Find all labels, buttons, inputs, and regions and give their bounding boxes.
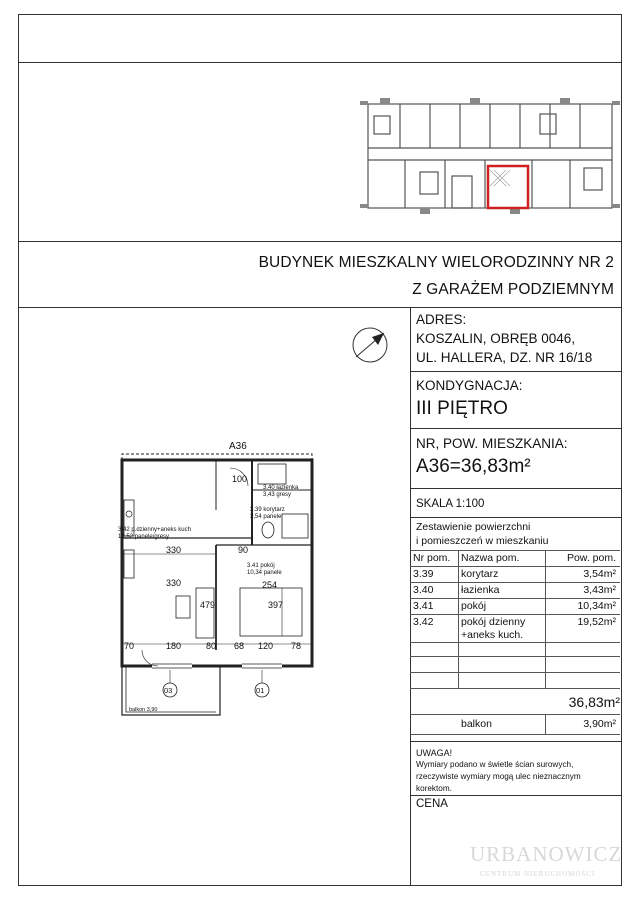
floor-value: III PIĘTRO <box>416 398 508 419</box>
address-line2: UL. HALLERA, DZ. NR 16/18 <box>416 350 593 365</box>
table-row: 3.40 łazienka 3,43m² <box>413 584 616 596</box>
plan-dim: 70 <box>124 641 135 651</box>
table-title-line1: Zestawienie powierzchni <box>416 521 531 533</box>
building-title-line2: Z GARAŻEM PODZIEMNYM <box>412 281 614 298</box>
building-keyplan <box>360 96 620 216</box>
plan-dim: 479 <box>200 600 216 610</box>
plan-dim: 330 <box>166 545 182 555</box>
balcony-row <box>410 717 620 732</box>
scale-text: SKALA 1:100 <box>416 498 485 510</box>
table-row: 3.42 pokój dzienny +aneks kuch. 19,52m² <box>413 616 616 641</box>
plan-room-label: 3.40 łazienka 3,43 gresy <box>263 485 299 498</box>
plan-room-label: 3.42 p.dzienny+aneks kuch 19,52 panele/gresy <box>118 527 191 540</box>
address-line1: KOSZALIN, OBRĘB 0046, <box>416 331 576 346</box>
table-row: 3.39 korytarz 3,54m² <box>413 568 616 580</box>
apartment-label: NR, POW. MIESZKANIA: <box>416 436 568 451</box>
balcony-plan-label: balkon 3,90 <box>129 707 158 713</box>
plan-room-label: 3.39 korytarz 3,54 panele <box>250 507 285 520</box>
table-row: 3.41 pokój 10,34m² <box>413 600 616 612</box>
watermark-brand: URBANOWICZ <box>470 842 623 866</box>
plan-dim: 254 <box>262 580 278 590</box>
address-label: ADRES: <box>416 312 467 327</box>
plan-room-label: 3.41 pokój 10,34 panele <box>247 563 282 576</box>
plan-dim: 68 <box>234 641 245 651</box>
watermark-tagline: CENTRUM NIERUCHOMOŚCI <box>480 870 596 878</box>
balcony-label: balkon <box>461 718 492 730</box>
header-area: Pow. pom. <box>566 552 616 564</box>
plan-dim: 120 <box>258 641 274 651</box>
floor-label: KONDYGNACJA: <box>416 378 523 393</box>
floor-divider <box>410 428 622 429</box>
plan-dim: 90 <box>238 545 249 555</box>
table-header-row <box>410 551 620 566</box>
price-label: CENA <box>416 798 448 810</box>
notes-line1: Wymiary podano w świetle ścian surowych, <box>416 760 574 769</box>
notes-label: UWAGA! <box>416 748 453 758</box>
plan-dim: 330 <box>166 578 182 588</box>
apartment-value: A36=36,83m² <box>416 456 531 477</box>
header-name: Nazwa pom. <box>461 552 520 564</box>
apartment-divider <box>410 488 622 489</box>
balcony-area: 3,90m² <box>583 718 616 730</box>
notes-line2: rzeczywiste wymiary mogą ulec nieznacznym <box>416 772 581 781</box>
plan-dim: 397 <box>268 600 284 610</box>
address-divider <box>410 371 622 372</box>
axis-label-right: 01 <box>256 686 265 695</box>
plan-dim: 100 <box>232 474 248 484</box>
plan-dim: 180 <box>166 641 182 651</box>
notes-line3: korektom. <box>416 784 452 793</box>
scale-divider <box>410 517 622 518</box>
north-arrow-icon <box>348 323 392 367</box>
plan-unit-label: A36 <box>229 441 247 452</box>
header-nr: Nr pom. <box>413 552 451 564</box>
building-title-line1: BUDYNEK MIESZKALNY WIELORODZINNY NR 2 <box>258 254 614 271</box>
title-bottom-divider <box>18 307 622 308</box>
total-area: 36,83m² <box>568 694 620 710</box>
keyplan-top-divider <box>18 62 622 63</box>
plan-dim: 78 <box>291 641 302 651</box>
title-top-divider <box>18 241 622 242</box>
plan-dim: 80 <box>206 641 217 651</box>
table-title-line2: i pomieszczeń w mieszkaniu <box>416 535 549 547</box>
axis-label-left: 03 <box>164 686 173 695</box>
